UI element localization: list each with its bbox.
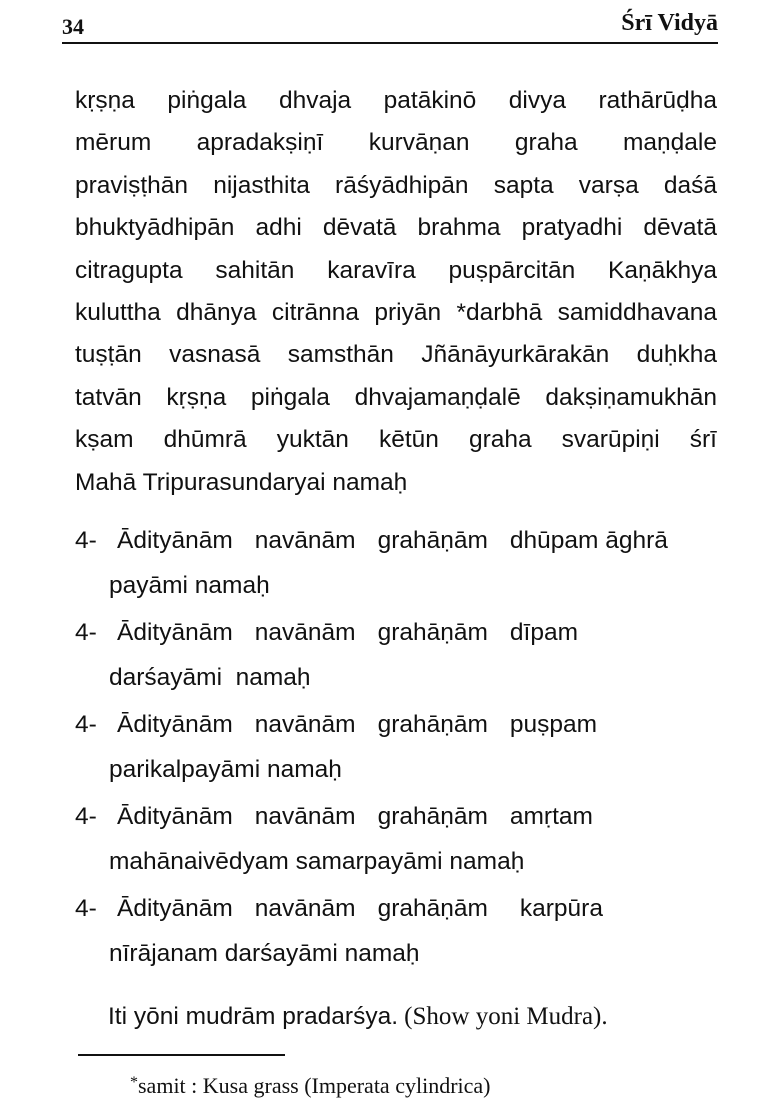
closing-translation: (Show yoni Mudra). — [404, 1003, 608, 1030]
closing-instruction — [108, 1003, 608, 1031]
paragraph-line: kṛṣṇa piṅgala dhvaja patākinō divya rathārūḍha — [75, 87, 717, 114]
page-number: 34 — [62, 14, 84, 39]
list-item — [75, 520, 735, 612]
running-title: Śrī Vidyā — [621, 10, 718, 36]
list-item — [75, 704, 735, 796]
footnote — [130, 1073, 490, 1099]
list-item-line2: mahānaivēdyam samarpayāmi namaḥ — [109, 848, 525, 875]
list-item-line1: Ādityānām navānām grahāṇām dīpam — [117, 619, 578, 646]
offering-list — [75, 520, 735, 980]
paragraph-line: citragupta sahitān karavīra puṣpārcitān Kaṇākhya — [75, 256, 717, 284]
list-number: 4- — [75, 527, 97, 554]
paragraph-line: Mahā Tripurasundaryai namaḥ — [75, 468, 408, 496]
paragraph-line: mērum apradakṣiṇī kurvāṇan graha maṇḍale — [75, 129, 717, 157]
list-item-line2: nīrājanam darśayāmi namaḥ — [109, 940, 420, 967]
list-number: 4- — [75, 711, 97, 738]
list-item — [75, 612, 735, 704]
list-number: 4- — [75, 619, 97, 646]
list-item-line2: parikalpayāmi namaḥ — [109, 756, 342, 783]
page-header — [62, 8, 718, 46]
paragraph-line: praviṣṭhān nijasthita rāśyādhipān sapta varṣa daśā — [75, 171, 717, 199]
paragraph-line: bhuktyādhipān adhi dēvatā brahma pratyadhi dēvatā — [75, 214, 717, 242]
list-item-line2: darśayāmi namaḥ — [109, 664, 311, 691]
list-item-line1: Ādityānām navānām grahāṇām puṣpam — [117, 711, 598, 738]
list-number: 4- — [75, 895, 97, 922]
list-number: 4- — [75, 803, 97, 830]
paragraph-line: kuluttha dhānya citrānna priyān *darbhā samiddhavana — [75, 298, 717, 326]
list-item-line1: Ādityānām navānām grahāṇām karpūra — [117, 895, 603, 922]
list-item-line2: payāmi namaḥ — [109, 572, 270, 599]
paragraph-line: tatvān kṛṣṇa piṅgala dhvajamaṇḍalē dakṣiṇamukhān — [75, 383, 717, 411]
list-item-line1: Ādityānām navānām grahāṇām dhūpam āghrā — [117, 527, 668, 554]
header-rule — [62, 42, 718, 44]
footnote-marker: * — [130, 1074, 138, 1091]
paragraph-line: kṣam dhūmrā yuktān kētūn graha svarūpiṇi śrī — [75, 426, 717, 454]
footnote-text: samit : Kusa grass (Imperata cylindrica) — [138, 1073, 491, 1098]
mantra-paragraph — [75, 80, 717, 504]
list-item — [75, 888, 735, 980]
list-item — [75, 796, 735, 888]
paragraph-line: tuṣṭān vasnasā samsthān Jñānāyurkārakān duḥkha — [75, 341, 717, 369]
footnote-rule — [78, 1054, 285, 1056]
closing-transliteration: Iti yōni mudrām pradarśya. — [108, 1003, 399, 1030]
list-item-line1: Ādityānām navānām grahāṇām amṛtam — [117, 803, 593, 830]
